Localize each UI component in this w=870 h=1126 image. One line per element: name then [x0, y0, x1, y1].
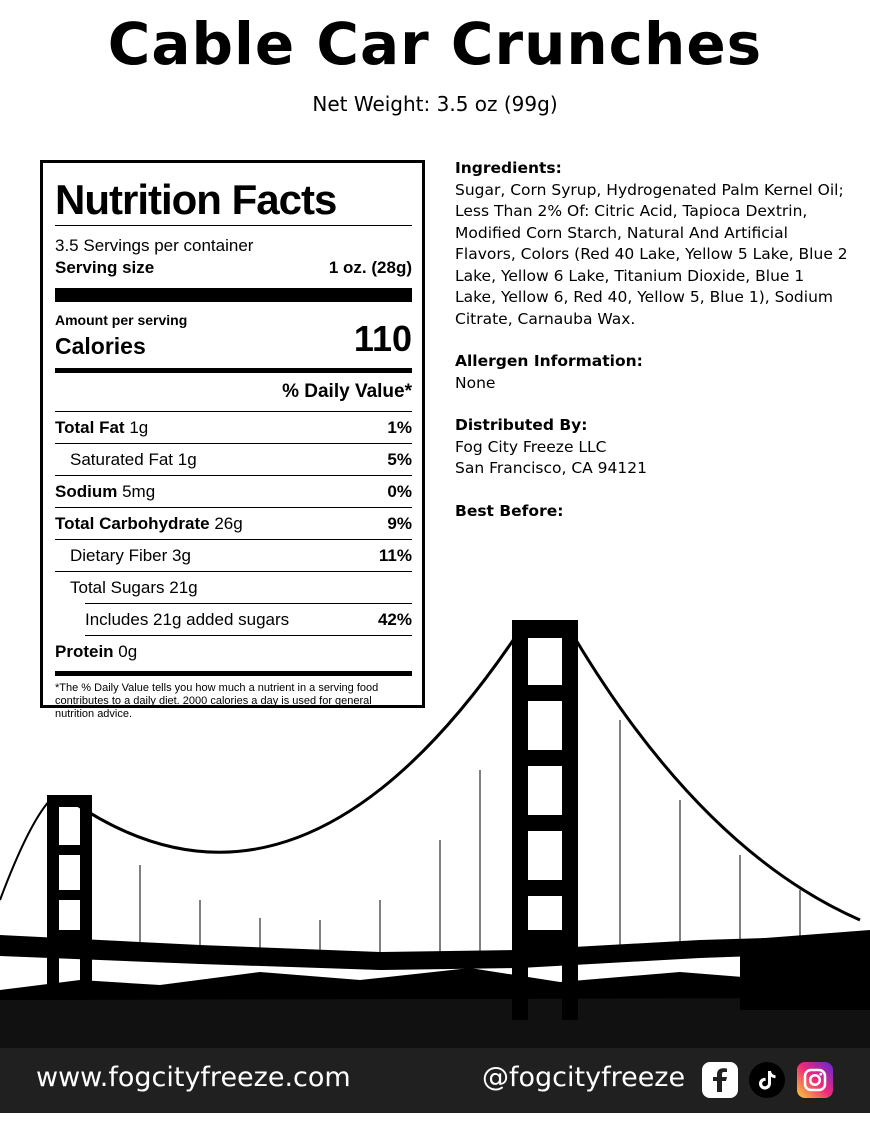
nutrient-pct: 1% [387, 417, 412, 437]
nutrient-row-dietary-fiber [55, 540, 412, 572]
product-info-column [455, 158, 850, 543]
nutrient-amount: 26g [214, 513, 243, 533]
distributor-name: Fog City Freeze LLC [455, 437, 607, 456]
nutrient-row-saturated-fat [55, 444, 412, 476]
nutrient-amount: 1g [129, 417, 149, 437]
nutrient-amount: 21g [169, 577, 198, 597]
nutrient-pct: 11% [378, 545, 412, 565]
nutrient-pct: 9% [387, 513, 412, 533]
instagram-icon[interactable] [797, 1062, 833, 1098]
divider [55, 225, 412, 226]
nutrient-label: Sodium [55, 481, 118, 501]
ingredients-heading: Ingredients: [455, 159, 562, 177]
nutrient-row-total-sugars [55, 572, 412, 603]
best-before-block [455, 501, 850, 523]
allergen-heading: Allergen Information: [455, 352, 643, 370]
calories-value: 110 [353, 318, 412, 359]
distributor-address: San Francisco, CA 94121 [455, 459, 647, 477]
golden-gate-bridge-illustration [0, 600, 870, 1050]
distributor-block [455, 415, 850, 480]
allergen-text: None [455, 373, 496, 392]
nutrient-amount: 5mg [122, 481, 156, 501]
website-link[interactable]: www.fogcityfreeze.com [36, 1062, 351, 1093]
nutrient-amount: 1g [177, 449, 197, 469]
ingredients-text: Sugar, Corn Syrup, Hydrogenated Palm Kernel Oil; Less Than 2% Of: Citric Acid, Tapioca Dextrin, Modified Corn Starch, Natural And Artificial Flavors, Colors (Red 40 Lake, Yellow 5 Lake, Blue 2 Lake, Yellow 6 Lake, Titanium Dioxide, Blue 1 Lake, Yellow 6, Red 40, Yellow 5, Blue 1), Sodium Citrate, Carnauba Wax. [455, 180, 848, 328]
ingredients-block [455, 158, 850, 330]
nutrient-label: Includes 21g added sugars [85, 609, 290, 629]
tiktok-icon[interactable] [749, 1062, 785, 1098]
serving-size-label: Serving size [55, 258, 155, 277]
thick-divider [55, 288, 412, 302]
nutrient-pct: 0% [387, 481, 412, 501]
calories-label: Calories [55, 333, 146, 359]
amount-per-serving: Amount per serving [55, 312, 188, 328]
distributor-heading: Distributed By: [455, 416, 588, 434]
nutrient-amount: 0g [118, 641, 138, 661]
nutrient-pct: 5% [387, 449, 412, 469]
social-handle[interactable]: @fogcityfreeze [482, 1062, 686, 1093]
daily-value-footnote: *The % Daily Value tells you how much a nutrient in a serving food contributes to a daily diet. 2000 calories a day is used for general nutrition advice. [55, 682, 379, 720]
nutrient-row-sodium [55, 476, 412, 508]
serving-size-value: 1 oz. (28g) [328, 258, 412, 277]
nutrient-label: Dietary Fiber [70, 545, 168, 565]
nutrient-label: Total Sugars [70, 577, 165, 597]
nutrient-pct: 42% [377, 609, 412, 629]
nutrient-label: Protein [55, 641, 114, 661]
allergen-block [455, 351, 850, 394]
servings-per-container: 3.5 Servings per container [55, 236, 254, 255]
net-weight: Net Weight: 3.5 oz (99g) [312, 92, 558, 116]
nutrient-row-total-carbohydrate [55, 508, 412, 540]
daily-value-header: % Daily Value* [55, 373, 412, 412]
nutrient-label: Total Carbohydrate [55, 513, 210, 533]
nutrient-label: Saturated Fat [70, 449, 174, 469]
serving-size-row [55, 258, 412, 278]
facebook-icon[interactable] [702, 1062, 738, 1098]
nutrient-amount: 3g [172, 545, 191, 565]
footer-bar [0, 1048, 870, 1113]
product-title: Cable Car Crunches [107, 10, 763, 78]
nutrient-row-total-fat [55, 412, 412, 444]
best-before-heading: Best Before: [455, 501, 564, 520]
nutrient-label: Total Fat [55, 417, 125, 437]
nutrition-facts-heading: Nutrition Facts [55, 176, 337, 223]
